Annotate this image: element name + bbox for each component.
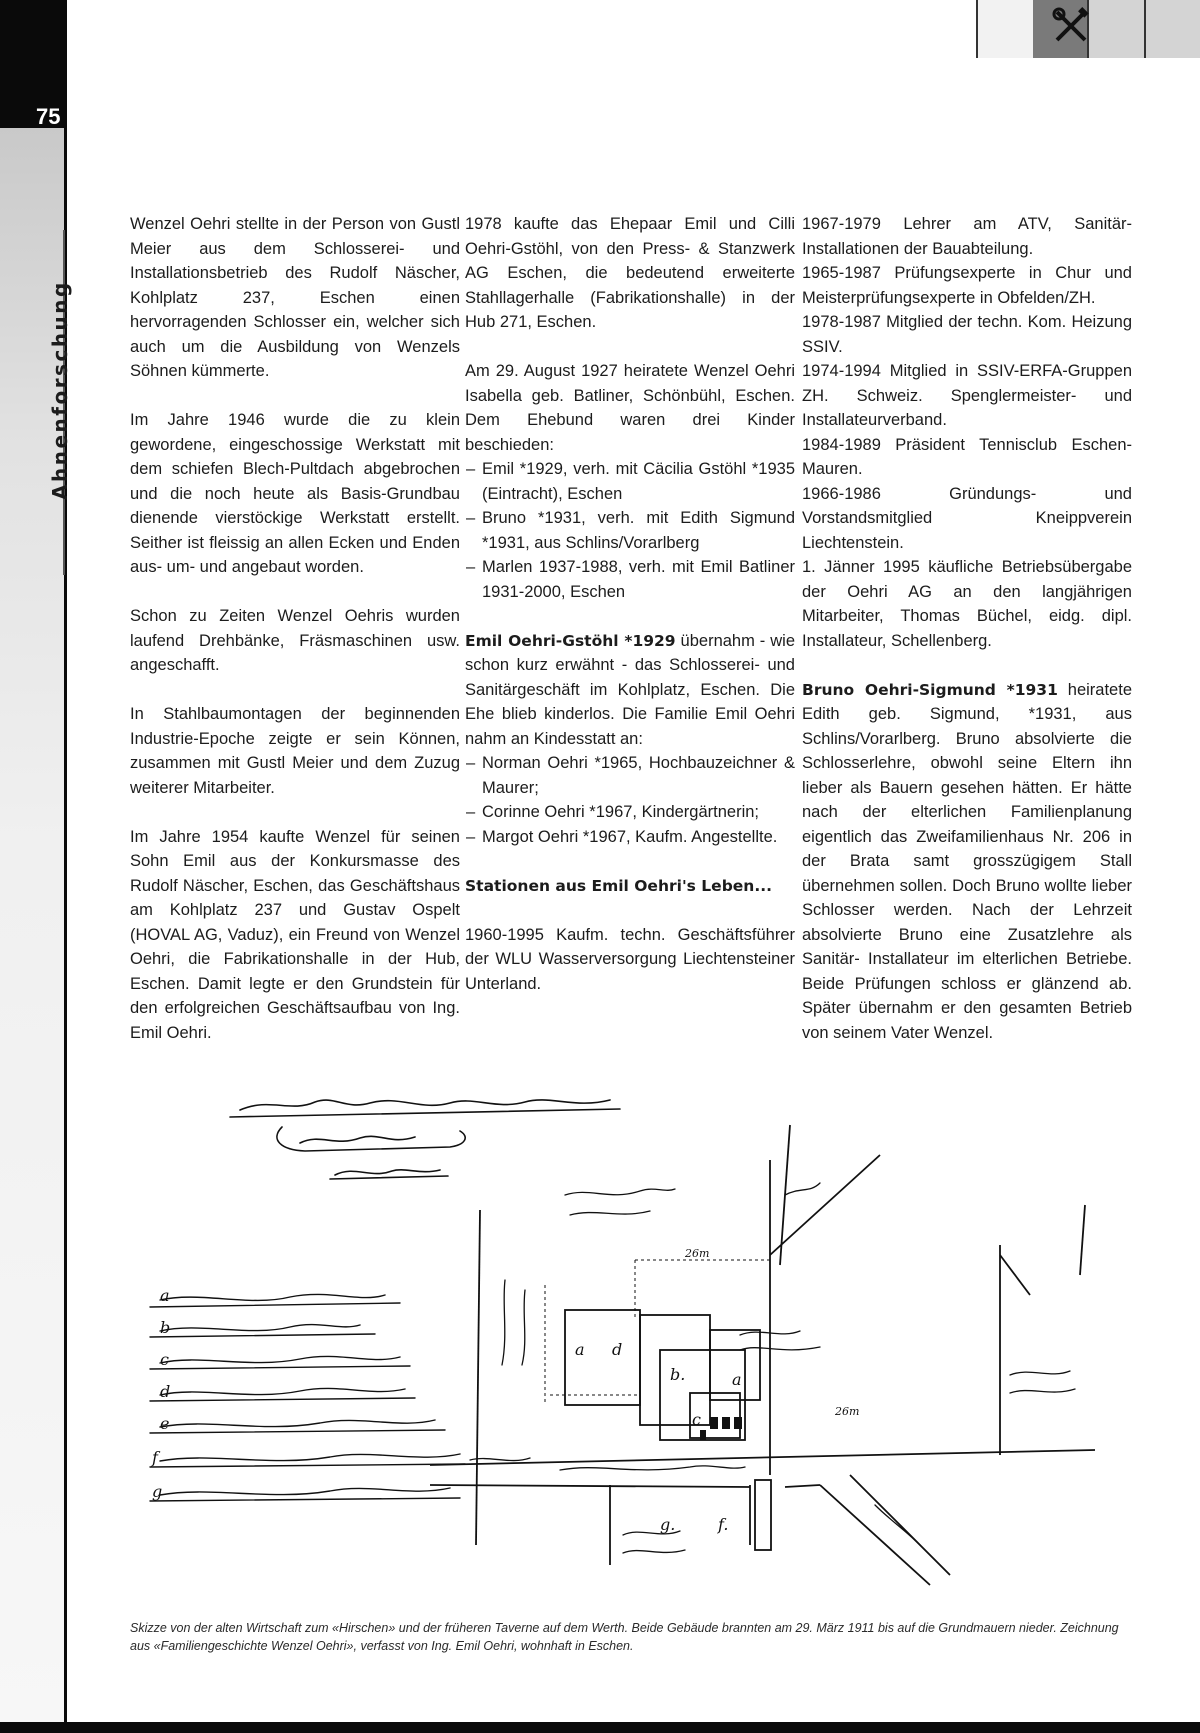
bruno-name: Bruno Oehri-Sigmund *1931: [802, 680, 1058, 699]
paragraph: 1978 kaufte das Ehepaar Emil und Cilli Oehri-Gstöhl, von den Press- & Stanzwerk AG Eschen, die bedeutend erweiterte Stahllagerhalle (Fabrikationshalle) in der Hub 271, Eschen.: [465, 215, 795, 331]
station-item: 1. Jänner 1995 käufliche Betriebsübergabe der Oehri AG an den langjährigen Mitarbeiter, Thomas Büchel, eidg. dipl. Installateur, Schellenberg.: [802, 558, 1132, 650]
crossed-tools-icon: [1051, 6, 1091, 46]
corner-tab: [1087, 0, 1144, 58]
station-item: 1984-1989 Präsident Tennisclub Eschen-Mauren.: [802, 435, 1132, 478]
text-column-3: [802, 212, 1132, 1070]
dimension-label: 26m: [685, 1247, 710, 1260]
corner-tab-strip: [976, 0, 1200, 58]
legend-letter: b: [160, 1318, 171, 1337]
paragraph-emil: [465, 629, 795, 752]
handwritten-title: [230, 1100, 620, 1179]
legend-letter: g: [152, 1482, 163, 1501]
list-item: – Marlen 1937-1988, verh. mit Emil Batliner 1931-2000, Eschen: [465, 555, 795, 604]
plan-label: a: [732, 1370, 742, 1389]
stations-heading: Stationen aus Emil Oehri's Leben...: [465, 876, 773, 895]
adopted-list: [465, 751, 795, 849]
list-item: – Emil *1929, verh. mit Cäcilia Gstöhl *1935 (Eintracht), Eschen: [465, 457, 795, 506]
emil-name: Emil Oehri-Gstöhl *1929: [465, 631, 676, 650]
legend-letter: e: [160, 1414, 170, 1433]
section-label: Ahnenforschung: [48, 280, 72, 500]
plan-lines: [430, 1125, 1095, 1585]
paragraph-bruno: [802, 678, 1132, 1046]
corner-tab: [976, 0, 1033, 58]
paragraph: In Stahlbaumontagen der beginnenden Industrie-Epoche zeigte er sein Können, zusammen mit Gustl Meier und dem Zuzug weiterer Mitarbeiter.: [130, 705, 460, 797]
plan-label: c: [692, 1410, 701, 1429]
plan-label: f.: [718, 1515, 729, 1534]
figure-caption: Skizze von der alten Wirtschaft zum «Hirschen» und der früheren Taverne auf dem Werth. Beide Gebäude brannten am 29. März 1911 bis auf die Grundmauern nieder. Zeichnung aus «Familiengeschichte Wenzel Oehri», verfasst von Ing. Emil Oehri, wohnhaft in Eschen.: [130, 1621, 1119, 1653]
paragraph: Im Jahre 1946 wurde die zu klein gewordene, eingeschossige Werkstatt mit dem schiefen Blech-Pultdach abgebrochen und die noch heute als Basis-Grundbau dienende vierstöckige Werkstatt erstellt. Seither ist fleissig an allen Ecken und Enden aus- um- und angebaut worden.: [130, 411, 460, 576]
list-item: – Corinne Oehri *1967, Kindergärtnerin;: [465, 800, 795, 825]
handwritten-legend: [150, 1294, 465, 1501]
station-item: 1965-1987 Prüfungsexperte in Chur und Meisterprüfungsexperte in Obfelden/ZH.: [802, 264, 1132, 307]
plan-letter-labels: [151, 1286, 742, 1534]
plan-markers: [700, 1417, 742, 1440]
corner-tab: [1144, 0, 1200, 58]
station-item: 1967-1979 Lehrer am ATV, Sanitär-Installationen der Bauabteilung.: [802, 215, 1132, 258]
station-item: 1966-1986 Gründungs- und Vorstandsmitglied Kneippverein Liechtenstein.: [802, 484, 1132, 552]
paragraph: Schon zu Zeiten Wenzel Oehris wurden laufend Drehbänke, Fräsmaschinen usw. angeschafft.: [130, 607, 460, 674]
station-item: 1978-1987 Mitglied der techn. Kom. Heizung SSIV.: [802, 313, 1132, 356]
plan-label: a: [575, 1340, 585, 1359]
plan-label: d: [612, 1340, 623, 1359]
dimension-label: 26m: [835, 1405, 860, 1418]
emil-text: übernahm - wie schon kurz erwähnt - das Schlosserei- und Sanitärgeschäft im Kohlplatz, Eschen. Die Ehe blieb kinderlos. Die Familie Emil Oehri nahm an Kindesstatt an:: [465, 631, 796, 748]
list-item: – Bruno *1931, verh. mit Edith Sigmund *1931, aus Schlins/Vorarlberg: [465, 506, 795, 555]
page-number: 75: [36, 104, 61, 129]
bruno-text: heiratete Edith geb. Sigmund, *1931, aus Schlins/Vorarlberg. Bruno absolvierte die Schlosserlehre, obwohl seine Eltern ihn lieber als Bauern gesehen hätten. Er hätte nach der elterlichen Familienplanung eigentlich das Zweifamilienhaus Nr. 206 in der Brata samt grosszügigem Stall übernehmen sollen. Doch Bruno wollte lieber Schlosser werden. Nach der Lehrzeit absolvierte Bruno eine Zusatzlehre als Sanitär- Installateur im elterlichen Betriebe. Beide Prüfungen schloss er glänzend ab. Später übernahm er den gesamten Betrieb von seinem Vater Wenzel.: [802, 680, 1132, 1042]
list-item: – Norman Oehri *1965, Hochbauzeichner & Maurer;: [465, 751, 795, 800]
site-plan-sketch: [130, 1075, 1100, 1595]
text-column-2: [465, 212, 795, 1021]
list-item: – Margot Oehri *1967, Kaufm. Angestellte.: [465, 825, 795, 850]
plan-label: g.: [660, 1515, 676, 1534]
paragraph: Wenzel Oehri stellte in der Person von Gustl Meier aus dem Schlosserei- und Installationsbetrieb des Rudolf Näscher, Kohlplatz 237, Eschen einen hervorragenden Schlosser ein, welcher sich auch um die Ausbildung von Wenzels Söhnen kümmerte.: [130, 215, 460, 380]
paragraph: Am 29. August 1927 heiratete Wenzel Oehri Isabella geb. Batliner, Schönbühl, Eschen. Dem Ehebund waren drei Kinder beschieden:: [465, 362, 795, 454]
legend-letter: a: [160, 1286, 170, 1305]
legend-letter: f: [152, 1448, 158, 1467]
legend-letter: c: [160, 1350, 169, 1369]
legend-letter: d: [160, 1382, 171, 1401]
plan-label: b.: [670, 1365, 686, 1384]
corner-tab-active: [1033, 0, 1088, 58]
plan-handwriting: [470, 1183, 1075, 1553]
children-list: [465, 457, 795, 604]
paragraph: 1960-1995 Kaufm. techn. Geschäftsführer der WLU Wasserversorgung Liechtensteiner Unterland.: [465, 925, 795, 993]
paragraph: Im Jahre 1954 kaufte Wenzel für seinen Sohn Emil aus der Konkursmasse des Rudolf Näscher, Eschen, das Geschäftshaus am Kohlplatz 237 und Gustav Ospelt (HOVAL AG, Vaduz), ein Freund von Wenzel Oehri, die Fabrikationshalle in der Hub, Eschen. Damit legte er den Grundstein für den erfolgreichen Geschäftsaufbau von Ing. Emil Oehri.: [130, 827, 460, 1042]
station-item: 1974-1994 Mitglied in SSIV-ERFA-Gruppen ZH. Schweiz. Spenglermeister- und Installateurverband.: [802, 362, 1132, 429]
text-column-1: [130, 212, 460, 1070]
